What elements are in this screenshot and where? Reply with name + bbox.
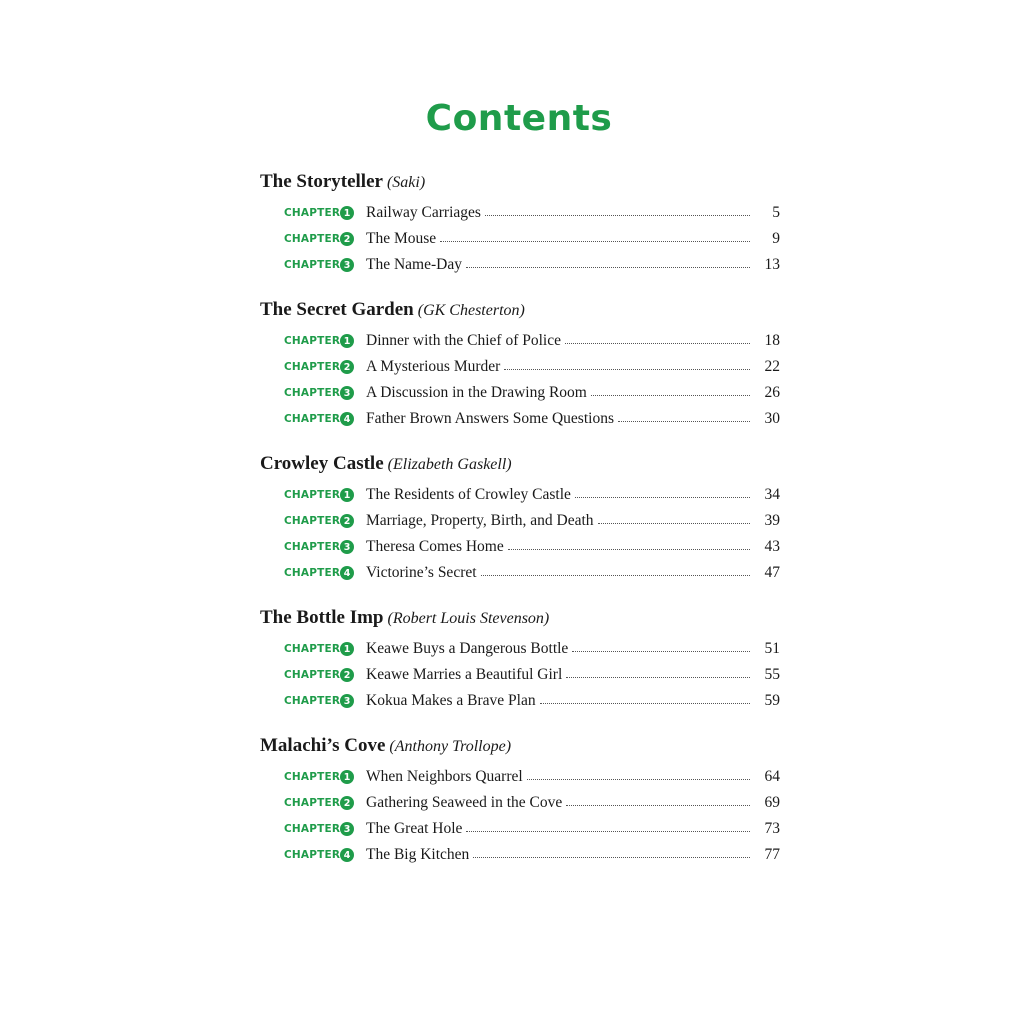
chapter-row[interactable]: [260, 662, 780, 688]
story-heading: [260, 296, 780, 324]
chapter-number-badge: 1: [340, 334, 354, 348]
chapter-title: Kokua Makes a Brave Plan: [366, 692, 536, 709]
chapter-label: CHAPTER: [284, 259, 341, 271]
page-number: 77: [764, 846, 780, 863]
story-author: (Saki): [386, 174, 426, 191]
chapter-row[interactable]: [260, 688, 780, 714]
chapter-label: CHAPTER: [284, 207, 341, 219]
chapter-row[interactable]: [260, 534, 780, 560]
chapter-title: Theresa Comes Home: [366, 538, 504, 555]
dot-leader: [481, 574, 750, 576]
chapter-label: CHAPTER: [284, 515, 341, 527]
page-title: Contents: [425, 98, 613, 139]
story-title: The Secret Garden: [260, 299, 414, 320]
chapter-number-badge: 1: [340, 206, 354, 220]
dot-leader: [466, 266, 750, 268]
chapter-title: Dinner with the Chief of Police: [366, 332, 561, 349]
story-author: (Anthony Trollope): [389, 738, 512, 755]
chapter-title: Marriage, Property, Birth, and Death: [366, 512, 594, 529]
dot-leader: [566, 804, 750, 806]
chapter-row[interactable]: [260, 328, 780, 354]
chapter-row[interactable]: [260, 842, 780, 868]
chapter-title: Father Brown Answers Some Questions: [366, 410, 614, 427]
page-number: 22: [764, 358, 780, 375]
dot-leader: [598, 522, 750, 524]
chapter-number-badge: 2: [340, 232, 354, 246]
chapter-number-badge: 2: [340, 668, 354, 682]
chapter-title: The Great Hole: [366, 820, 463, 837]
dot-leader: [508, 548, 750, 550]
page-number: 69: [764, 794, 780, 811]
dot-leader: [540, 702, 750, 704]
page-number: 47: [764, 564, 780, 581]
chapter-number-badge: 2: [340, 514, 354, 528]
page-number: 13: [764, 256, 780, 273]
chapter-title: Keawe Marries a Beautiful Girl: [366, 666, 563, 683]
chapter-label: CHAPTER: [284, 387, 341, 399]
page-number: 30: [764, 410, 780, 427]
chapter-label: CHAPTER: [284, 541, 341, 553]
story-title: Crowley Castle: [260, 453, 384, 474]
chapter-row[interactable]: [260, 380, 780, 406]
chapter-label: CHAPTER: [284, 335, 341, 347]
story-author: (GK Chesterton): [417, 302, 525, 319]
dot-leader: [618, 420, 750, 422]
chapter-row[interactable]: [260, 508, 780, 534]
chapter-row[interactable]: [260, 252, 780, 278]
chapter-label: CHAPTER: [284, 233, 341, 245]
story-section: [260, 604, 780, 714]
page-number: 9: [772, 230, 780, 247]
story-section: [260, 168, 780, 278]
story-heading: [260, 450, 780, 478]
chapter-number-badge: 4: [340, 848, 354, 862]
story-heading: [260, 168, 780, 196]
chapter-number-badge: 2: [340, 796, 354, 810]
chapter-title: The Big Kitchen: [366, 846, 470, 863]
page-number: 18: [764, 332, 780, 349]
chapter-number-badge: 1: [340, 488, 354, 502]
dot-leader: [485, 214, 750, 216]
chapter-number-badge: 3: [340, 258, 354, 272]
chapter-title: Victorine’s Secret: [366, 564, 477, 581]
chapter-row[interactable]: [260, 816, 780, 842]
story-title: The Bottle Imp: [260, 607, 384, 628]
chapter-title: The Name-Day: [366, 256, 462, 273]
chapter-row[interactable]: [260, 636, 780, 662]
page-number: 73: [764, 820, 780, 837]
dot-leader: [473, 856, 750, 858]
chapter-label: CHAPTER: [284, 567, 341, 579]
story-author: (Robert Louis Stevenson): [387, 610, 550, 627]
chapter-number-badge: 1: [340, 770, 354, 784]
page-number: 55: [764, 666, 780, 683]
story-section: [260, 450, 780, 586]
chapter-number-badge: 4: [340, 412, 354, 426]
page-number: 64: [764, 768, 780, 785]
chapter-label: CHAPTER: [284, 361, 341, 373]
chapter-label: CHAPTER: [284, 849, 341, 861]
story-section: [260, 296, 780, 432]
page-number: 39: [764, 512, 780, 529]
story-author: (Elizabeth Gaskell): [387, 456, 512, 473]
chapter-row[interactable]: [260, 764, 780, 790]
page-number: 43: [764, 538, 780, 555]
chapter-row[interactable]: [260, 200, 780, 226]
chapter-label: CHAPTER: [284, 669, 341, 681]
story-title: Malachi’s Cove: [260, 735, 386, 756]
chapter-title: A Mysterious Murder: [366, 358, 501, 375]
story-heading: [260, 604, 780, 632]
chapter-label: CHAPTER: [284, 489, 341, 501]
page-number: 26: [764, 384, 780, 401]
chapter-number-badge: 3: [340, 694, 354, 708]
chapter-title: A Discussion in the Drawing Room: [366, 384, 587, 401]
chapter-title: When Neighbors Quarrel: [366, 768, 523, 785]
story-heading: [260, 732, 780, 760]
dot-leader: [466, 830, 750, 832]
chapter-label: CHAPTER: [284, 823, 341, 835]
page-number: 5: [772, 204, 780, 221]
dot-leader: [591, 394, 750, 396]
chapter-number-badge: 3: [340, 822, 354, 836]
dot-leader: [572, 650, 750, 652]
chapter-label: CHAPTER: [284, 413, 341, 425]
chapter-row[interactable]: [260, 790, 780, 816]
chapter-row[interactable]: [260, 226, 780, 252]
chapter-number-badge: 1: [340, 642, 354, 656]
page-number: 34: [764, 486, 780, 503]
chapter-row[interactable]: [260, 560, 780, 586]
chapter-title: Keawe Buys a Dangerous Bottle: [366, 640, 569, 657]
chapter-number-badge: 4: [340, 566, 354, 580]
dot-leader: [440, 240, 750, 242]
chapter-label: CHAPTER: [284, 771, 341, 783]
chapter-number-badge: 2: [340, 360, 354, 374]
dot-leader: [527, 778, 750, 780]
dot-leader: [566, 676, 750, 678]
chapter-title: The Residents of Crowley Castle: [366, 486, 571, 503]
chapter-row[interactable]: [260, 482, 780, 508]
chapter-label: CHAPTER: [284, 797, 341, 809]
story-section: [260, 732, 780, 868]
table-of-contents: [260, 168, 780, 886]
chapter-row[interactable]: [260, 354, 780, 380]
page-number: 59: [764, 692, 780, 709]
chapter-number-badge: 3: [340, 540, 354, 554]
chapter-title: The Mouse: [366, 230, 437, 247]
story-title: The Storyteller: [260, 171, 383, 192]
page-number: 51: [764, 640, 780, 657]
dot-leader: [504, 368, 750, 370]
chapter-number-badge: 3: [340, 386, 354, 400]
dot-leader: [565, 342, 750, 344]
chapter-row[interactable]: [260, 406, 780, 432]
chapter-title: Gathering Seaweed in the Cove: [366, 794, 563, 811]
chapter-label: CHAPTER: [284, 695, 341, 707]
chapter-label: CHAPTER: [284, 643, 341, 655]
chapter-title: Railway Carriages: [366, 204, 481, 221]
dot-leader: [575, 496, 750, 498]
